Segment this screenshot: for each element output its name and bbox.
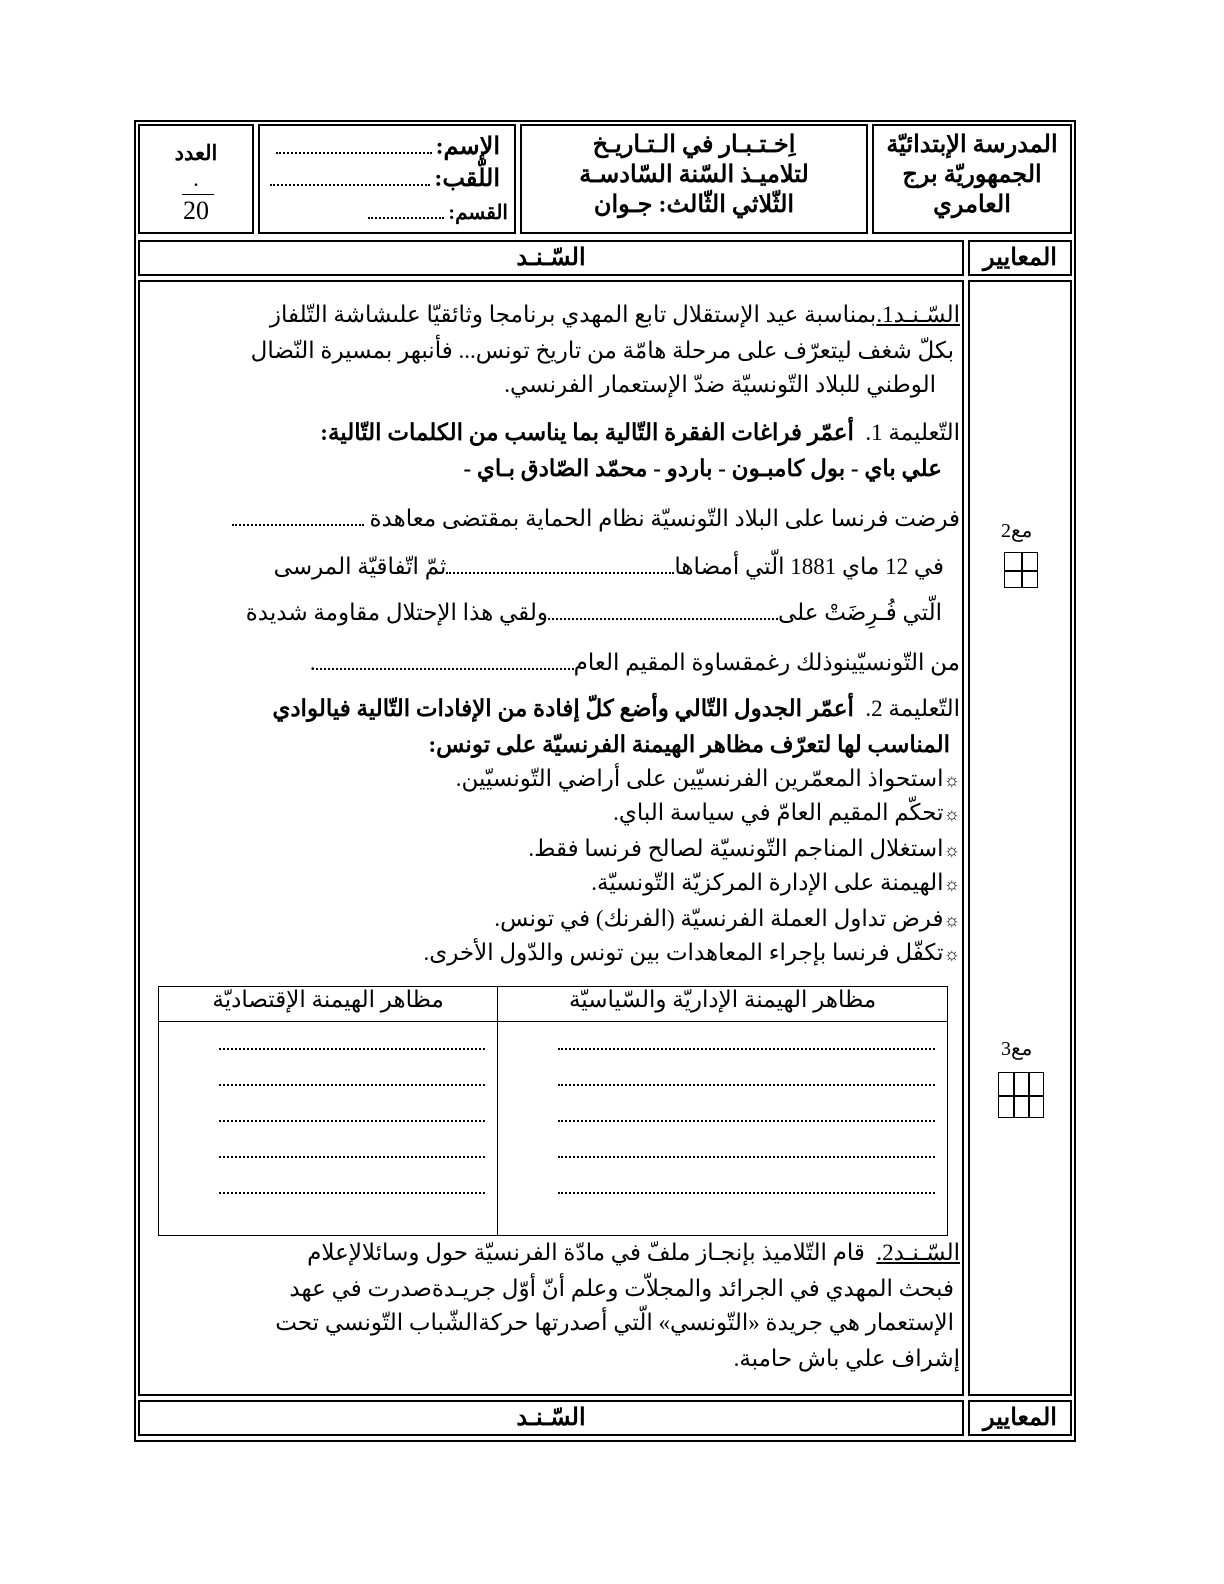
domination-table xyxy=(158,986,948,1236)
task1-word-bank: علي باي - بول كامبـون - باردو - محمّد الصّادق بـاي - xyxy=(463,456,942,481)
school-line-2: الجمهوريّة برج xyxy=(902,162,1042,188)
task1-sentence-2a: في 12 ماي 1881 الّتي أمضاها xyxy=(674,554,944,579)
task1-sentence-1: فرضت فرنسا على البلاد التّونسيّة نظام الحماية بمقتضى معاهدة xyxy=(369,506,960,531)
task1-instruction: أعمّر فراغات الفقرة التّالية بما يناسب من الكلمات التّالية: xyxy=(320,420,854,445)
economic-answers xyxy=(159,1022,498,1236)
criterion-3-grid[interactable] xyxy=(998,1072,1044,1118)
surname-field[interactable] xyxy=(270,180,430,186)
exam-title-line-2: لتلاميـذ السّنة السّادسـة xyxy=(579,162,809,188)
student-info-box xyxy=(258,124,516,234)
task1-blank-4[interactable] xyxy=(316,664,574,670)
administrative-answers xyxy=(498,1022,948,1236)
score-label: العدد xyxy=(174,141,218,165)
answer-line[interactable] xyxy=(219,1058,485,1094)
doc1-line-1: بمناسبة عيد الإستقلال تابع المهدي برنامجا وثائقيّا علىشاشة التّلفاز xyxy=(269,302,877,327)
doc2-line-4: إشراف علي باش حامبة. xyxy=(733,1346,960,1371)
answer-line[interactable] xyxy=(558,1058,935,1094)
doc1-line-2: بكلّ شغف ليتعرّف على مرحلة هامّة من تاريخ تونس... فأنبهر بمسيرة النّضال xyxy=(250,338,954,363)
name-label: الإسم: xyxy=(435,134,500,160)
task2-item-3: استغلال المناجم التّونسيّة لصالح فرنسا فقط. xyxy=(528,836,944,861)
exam-title-line-1: اِخـتـبـار في الـتـاريـخ xyxy=(592,132,796,158)
doc1-line-3: الوطني للبلاد التّونسيّة ضدّ الإستعمار الفرنسي. xyxy=(504,372,936,397)
score-total: 20 xyxy=(183,196,209,225)
task1-sentence-4-end: . xyxy=(309,650,316,675)
answer-line[interactable] xyxy=(219,1130,485,1166)
answer-line[interactable] xyxy=(219,1022,485,1058)
task2-item-2: تحكّم المقيم العامّ في سياسة الباي. xyxy=(613,800,944,825)
exam-title-line-3: الثّلاثي الثّالث: جـوان xyxy=(593,192,795,218)
table-header-economic: مظاهر الهيمنة الإقتصاديّة xyxy=(159,987,498,1022)
document-header: السّـنـد xyxy=(516,1405,586,1431)
document-header: السّـنـد xyxy=(516,245,586,271)
task2-item-6: تكفّل فرنسا بإجراء المعاهدات بين تونس والدّول الأخرى. xyxy=(423,940,944,965)
criteria-header: المعايير xyxy=(983,1405,1057,1431)
task1-blank-1[interactable] xyxy=(232,520,364,526)
criterion-2-grid[interactable] xyxy=(1004,552,1038,588)
school-line-3: العامري xyxy=(933,192,1011,218)
task2-item-5: فرض تداول العملة الفرنسيّة (الفرنك) في تونس. xyxy=(494,906,944,931)
document-header-box xyxy=(138,240,964,276)
answer-line[interactable] xyxy=(219,1094,485,1130)
table-header-administrative: مظاهر الهيمنة الإداريّة والسّياسيّة xyxy=(498,987,948,1022)
bullet-sun-icon: ☼ xyxy=(943,770,960,790)
doc2-line-1: قام التّلاميذ بإنجـاز ملفّ في مادّة الفرنسيّة حول وسائلالإعلام xyxy=(307,1240,865,1265)
answer-line[interactable] xyxy=(558,1094,935,1130)
task2-instruction-2: المناسب لها لتعرّف مظاهر الهيمنة الفرنسيّة على تونس: xyxy=(428,732,950,757)
criterion-3-label: مع3 xyxy=(1001,1038,1033,1060)
bullet-sun-icon: ☼ xyxy=(943,910,960,930)
class-label: القسم: xyxy=(448,202,508,224)
task1-blank-3[interactable] xyxy=(548,614,778,620)
doc2-line-2: فبحث المهدي في الجرائد والمجلاّت وعلم أنّ أوّل جريـدةصدرت في عهد xyxy=(289,1276,954,1301)
bullet-sun-icon: ☼ xyxy=(943,944,960,964)
score-box xyxy=(138,124,254,234)
criteria-header-box xyxy=(968,240,1072,276)
criteria-header-box-2 xyxy=(968,1400,1072,1436)
class-field[interactable] xyxy=(368,213,444,219)
task1-sentence-2b: ثمّ اتّفاقيّة المرسى xyxy=(273,554,447,579)
school-line-1: المدرسة الإبتدائيّة xyxy=(886,132,1058,158)
criterion-2-label: مع2 xyxy=(1001,520,1033,542)
task1-sentence-3a: الّتي فُـرِضَتْ على xyxy=(777,600,942,625)
score-value[interactable]: . xyxy=(193,166,199,191)
document-header-box-2 xyxy=(138,1400,964,1436)
surname-label: اللّقب: xyxy=(434,166,500,192)
task2-item-1: استحواذ المعمّرين الفرنسيّين على أراضي التّونسيّين. xyxy=(455,766,944,791)
task1-sentence-4: من التّونسيّينوذلك رغمقساوة المقيم العام xyxy=(573,650,960,675)
bullet-sun-icon: ☼ xyxy=(943,840,960,860)
school-box xyxy=(872,124,1072,234)
doc2-line-3: الإستعمار هي جريدة «التّونسي» الّتي أصدرتها حركةالشّباب التّونسي تحت xyxy=(275,1310,954,1335)
answer-line[interactable] xyxy=(558,1022,935,1058)
answer-line[interactable] xyxy=(558,1166,935,1202)
task2-item-4: الهيمنة على الإدارة المركزيّة التّونسيّة. xyxy=(591,870,944,895)
task2-instruction-1: أعمّر الجدول التّالي وأضع كلّ إفادة من الإفادات التّالية فيالوادي xyxy=(272,696,854,721)
name-field[interactable] xyxy=(276,148,432,154)
answer-line[interactable] xyxy=(558,1130,935,1166)
exam-title-box xyxy=(520,124,868,234)
task1-label: التّعليمة 1. xyxy=(865,420,960,445)
task1-sentence-3b: ولقي هذا الإحتلال مقاومة شديدة xyxy=(245,600,548,625)
doc2-label: السّـنـد2. xyxy=(876,1240,960,1265)
task2-label: التّعليمة 2. xyxy=(865,696,960,721)
bullet-sun-icon: ☼ xyxy=(943,874,960,894)
criteria-header: المعايير xyxy=(983,245,1057,271)
task1-blank-2[interactable] xyxy=(446,568,674,574)
criteria-column xyxy=(968,280,1072,1396)
answer-line[interactable] xyxy=(219,1166,485,1202)
bullet-sun-icon: ☼ xyxy=(943,804,960,824)
doc1-label: السّـنـد1. xyxy=(876,302,960,327)
score-fraction-bar xyxy=(182,194,214,195)
